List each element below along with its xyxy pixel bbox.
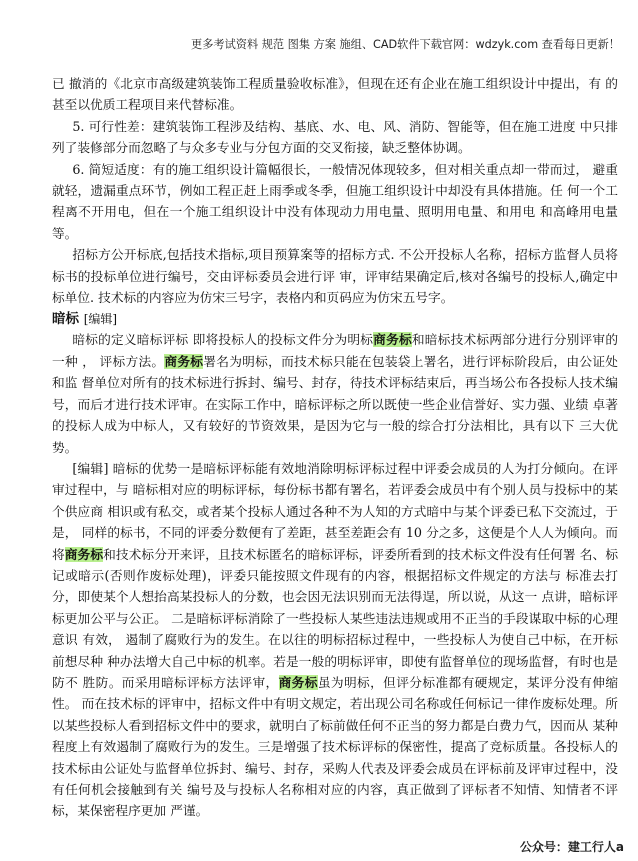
paragraph-advantages (52, 458, 618, 822)
paragraph-continued: 已 撤消的《北京市高级建筑装饰工程质量验收标准》，但现在还有企业在施工组织设计中提出，有 的 甚至以优质工程项目来代替标准。 (52, 76, 618, 113)
section-edit-link[interactable]: [编辑] (83, 312, 118, 327)
paragraph-definition (52, 329, 618, 457)
section-heading (52, 309, 618, 329)
text-segment: 暗标的定义暗标评标 即将投标人的投标文件分为明标 (72, 332, 374, 348)
paragraph-feasibility: 5. 可行性差：建筑装饰工程涉及结构、基底、水、电、风、消防、智能等，但在施工进度 中只排列了装修部分而忽略了与众多专业与分包方面的交叉衔接，缺乏整体协调。 (52, 118, 618, 156)
text-segment: 虽为明标，但评分标准都有硬规定，某评分没有伸缩性。 而在技术标的评审中，招标文件中有明文规定，若出现公司名称或任何标记一律作废标处理。所 以某些投标人看到招标文件中的要求，就明白了标前做任何不正当的努力都是白费力气，因而从 某种程度上有效遏制了腐败行为的发生。三是增强了技术标评标的保密性，提高了竞标质量。各投标人的技术标由公证处与监督单位拆封、编号、封存，采购人代表及评委会成员在评标前及评审过程中，没有任何机会接触到有关 编号及与投标人名称相对应的内容，真正做到了评标者不知情、知情者不评标，某保密程序更加 严谨。 (52, 674, 619, 819)
text-segment: 署名为明标，而技术标只能在包装袋上署名，进行评标阶段后，由公证处和监 督单位对所有的技术标进行拆封、编号、封存，待技术评标结束后，再当场公布各投标人技术编 号，而后才进行技术评审。在实际工作中，暗标评标之所以既使一些企业信誉好、实力强、业绩 卓著的投标人成为中标人，又有较好的节资效果，是因为它与一般的综合打分法相比，具有以下 三大优势。 (52, 353, 618, 455)
text-segment: 和技术标分开来评，且技术标匿名的暗标评标，评委所看到的技术标文件没有任何署 名、标记或暗示(否则作废标处理)，评委只能按照文件现有的内容，根据招标文件规定的方法与 标准去打分，即使某个人想抬高某投标人的分数，也会因无法识别而无法得逞，所以说，从这一 点讲，暗标评标更加公平与公正。 二是暗标评标消除了一些投标人某些违法违规或用不正当的手段谋取中标的心理意识 有效， 遏制了腐败行为的发生。在以往的明标招标过程中，一些投标人为使自己中标，在开标前想尽种 种办法增大自己中标的机率。若是一般的明标评审，即使有监督单位的现场监督，有时也是防不 胜防。而采用暗标评标方法评审， (52, 546, 619, 690)
text-segment: [编辑] 暗标的优势一是暗标评标能有效地消除明标评标过程中评委会成员的人为打分倾向。在评审过程中，与 暗标相对应的明标评标，每份标书都有署名，若评委会成员中有个别人员与投标中的某个供应商 相识或有私交，或者某个投标人通过各种不为人知的方式暗中与某个评委已私下交流过，于是， 同样的标书，不同的评委分数便有了差距，甚至差距会有 10 分之多，这便是个人人为倾向。而 将 (52, 460, 618, 562)
document-body (52, 73, 618, 822)
paragraph-bidding-method: 招标方公开标底,包括技术指标,项目预算案等的招标方式. 不公开投标人名称，招标方监督人员将标书的投标单位进行编号，交由评标委员会进行评 审，评审结果确定后,核对各编号的投标人,确定中标单位. 技术标的内容应为仿宋三号字，表格内和页码应为仿宋五号字。 (52, 247, 618, 306)
footer-watermark: 公众号：建工行人a (519, 840, 624, 854)
section-title: 暗标 (52, 311, 79, 328)
text-segment: 和暗标技术标两部分进行分别评审的一种 ， 评标方法。 (52, 332, 619, 369)
page-header: 更多考试资料 规范 图集 方案 施组、CAD软件下载官网：wdzyk.com 查看每日更新！ (191, 38, 620, 51)
highlighted-term: 商务标 (373, 332, 412, 348)
highlighted-term: 商务标 (278, 674, 318, 690)
paragraph-brevity: 6. 简短适度：有的施工组织设计篇幅很长，一般情况体现较多，但对相关重点却一带而过， 避重就轻，遗漏重点环节，例如工程正赶上雨季或冬季，但施工组织设计中却没有具体措施。任 何一个工程离不开用电，但在一个施工组织设计中没有体现动力用电量、照明用电量、和用电 和高峰用电量等。 (52, 161, 618, 241)
highlighted-term: 商务标 (164, 353, 204, 369)
highlighted-term: 商务标 (64, 546, 104, 562)
